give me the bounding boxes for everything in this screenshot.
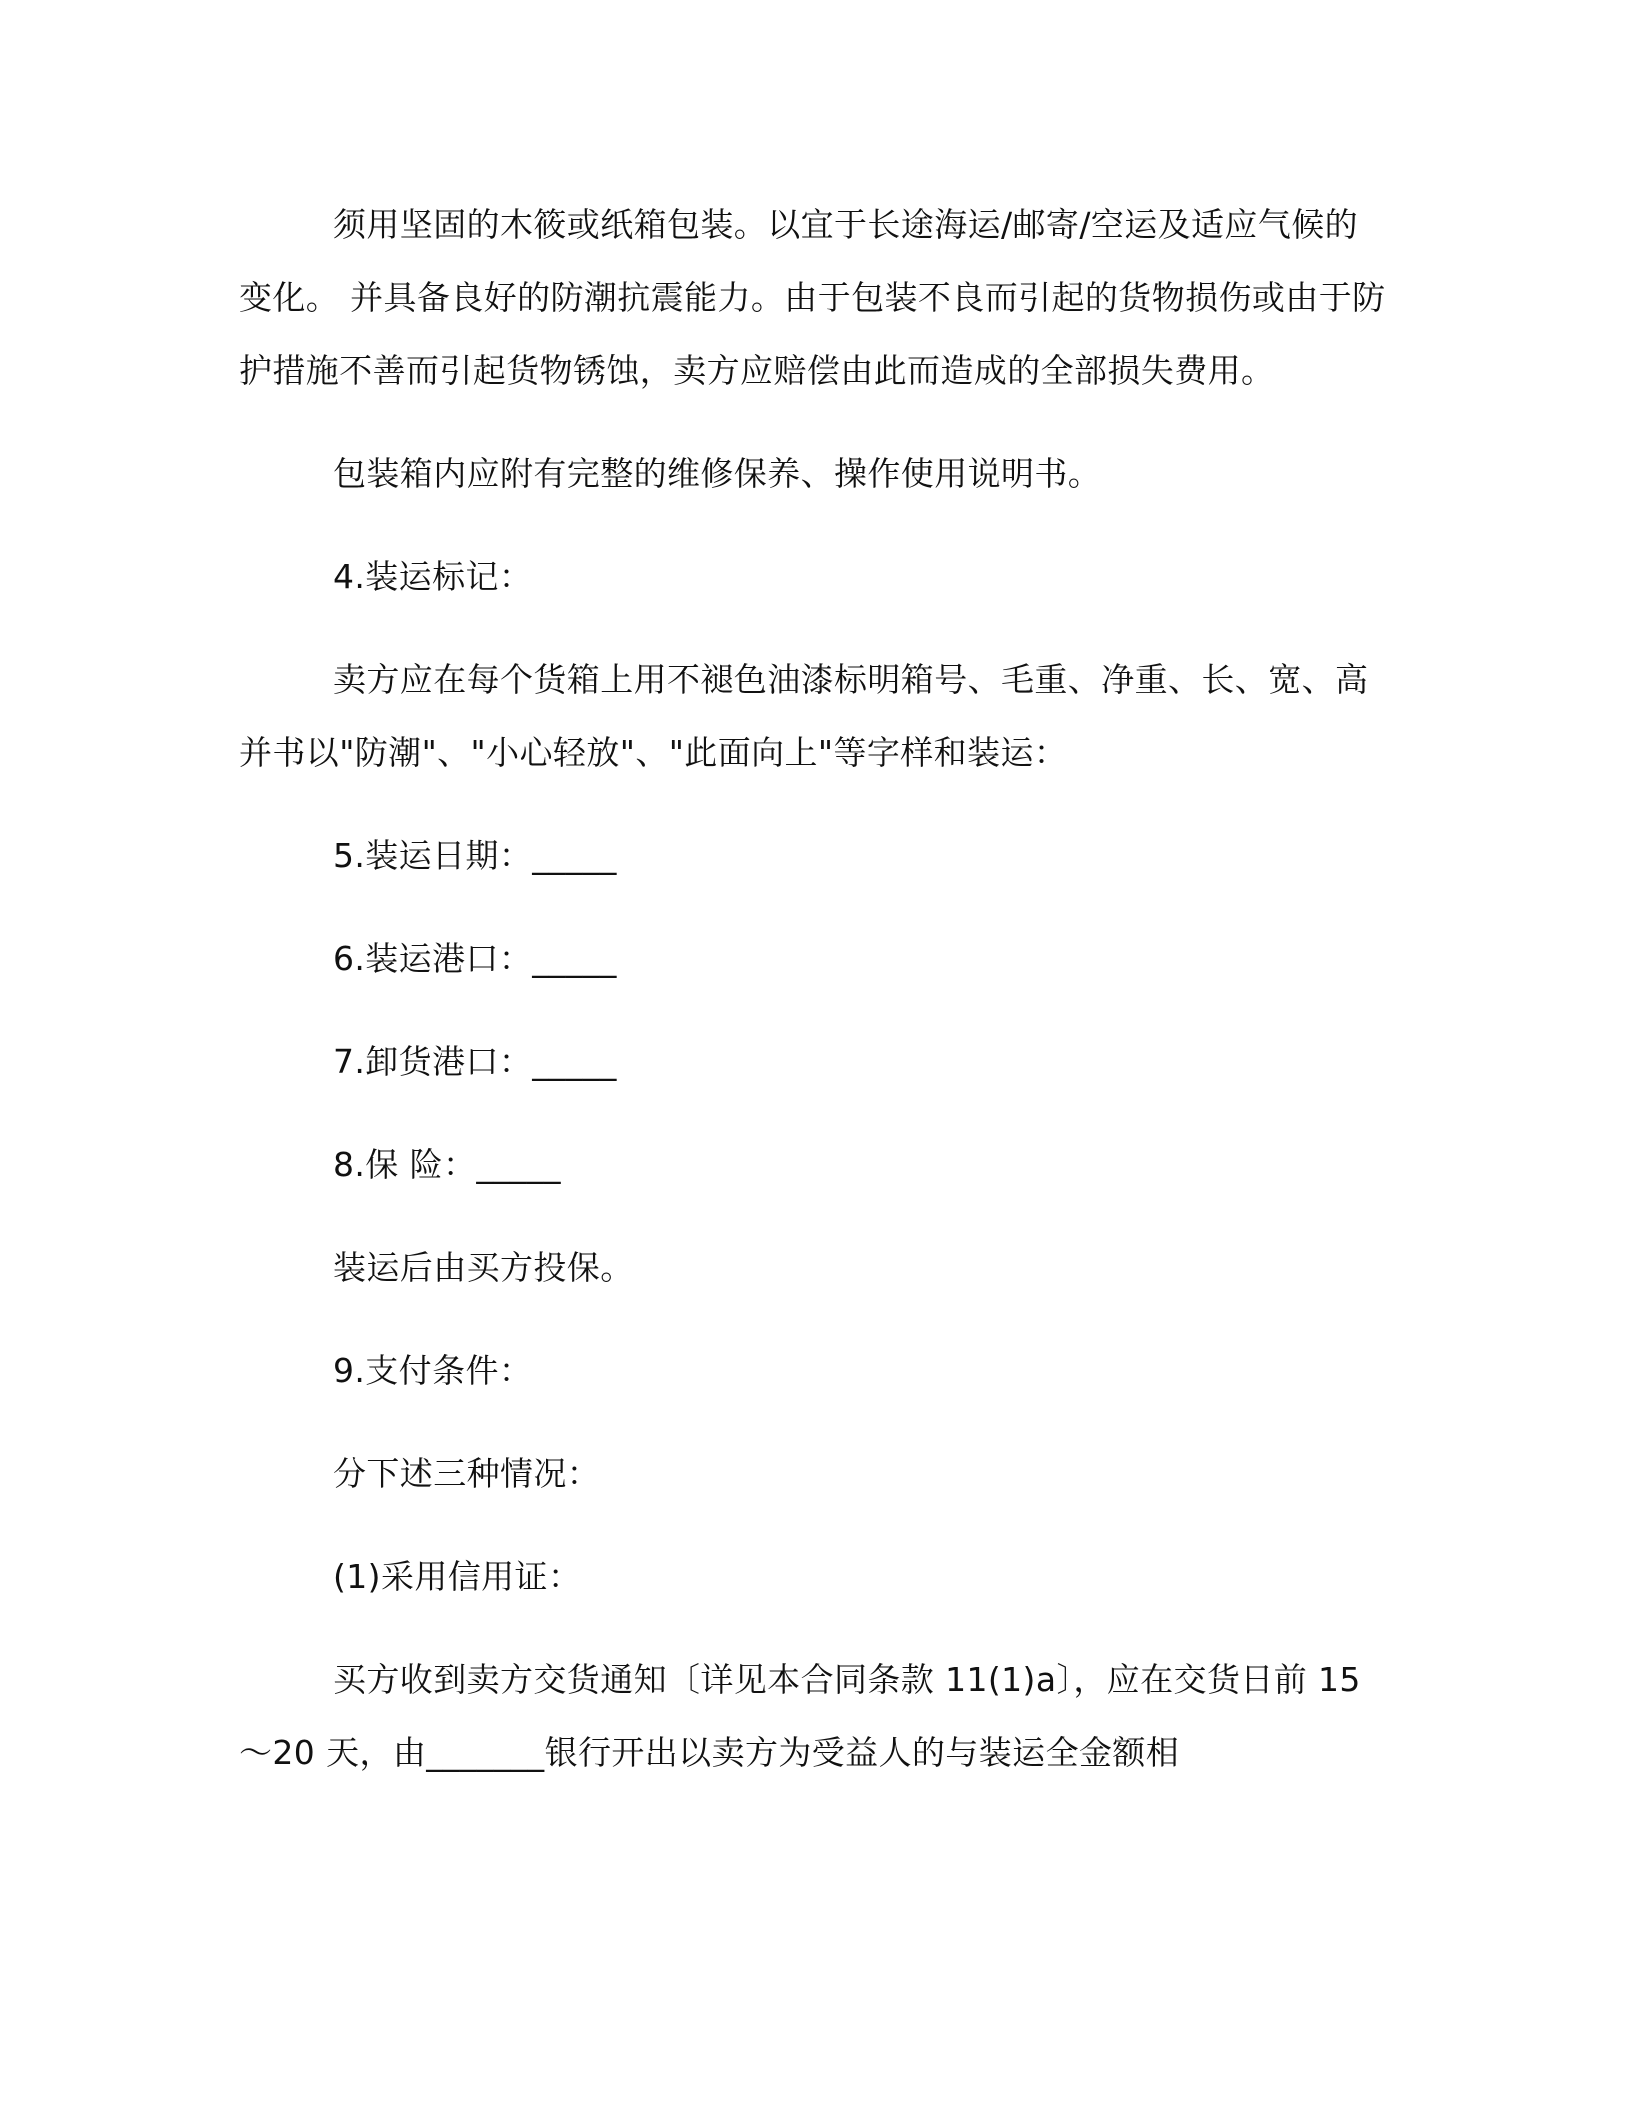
paragraph-shipping-marks: 卖方应在每个货箱上用不褪色油漆标明箱号、毛重、净重、长、宽、高并书以"防潮"、"小心轻放"、"此面向上"等字样和装运： — [239, 660, 1369, 772]
heading-shipping-marks: 4.装运标记： — [333, 557, 533, 596]
field-loading-port: 6.装运港口：_____ — [333, 939, 617, 978]
heading-payment-terms: 9.支付条件： — [333, 1351, 533, 1390]
paragraph-packing-requirements: 须用坚固的木筱或纸箱包装。以宜于长途海运/邮寄/空运及适应气候的变化。 并具备良好的防潮抗震能力。由于包装不良而引起的货物损伤或由于防护措施不善而引起货物锈蚀，卖方应赔偿由此而造成的全部损失费用。 — [239, 205, 1386, 390]
paragraph-insurance-note: 装运后由买方投保。 — [333, 1248, 634, 1287]
field-unloading-port: 7.卸货港口：_____ — [333, 1042, 617, 1081]
document-body — [239, 188, 1389, 1789]
paragraph-manual-enclosed: 包装箱内应附有完整的维修保养、操作使用说明书。 — [333, 454, 1102, 493]
field-insurance: 8.保 险：_____ — [333, 1145, 561, 1184]
paragraph-payment-cases: 分下述三种情况： — [333, 1454, 601, 1493]
heading-letter-of-credit: (1)采用信用证： — [333, 1557, 582, 1596]
field-shipping-date: 5.装运日期：_____ — [333, 836, 617, 875]
paragraph-letter-of-credit: 买方收到卖方交货通知〔详见本合同条款 11(1)a〕，应在交货日前 15～20 天，由_______银行开出以卖方为受益人的与装运全金额相 — [239, 1660, 1361, 1772]
